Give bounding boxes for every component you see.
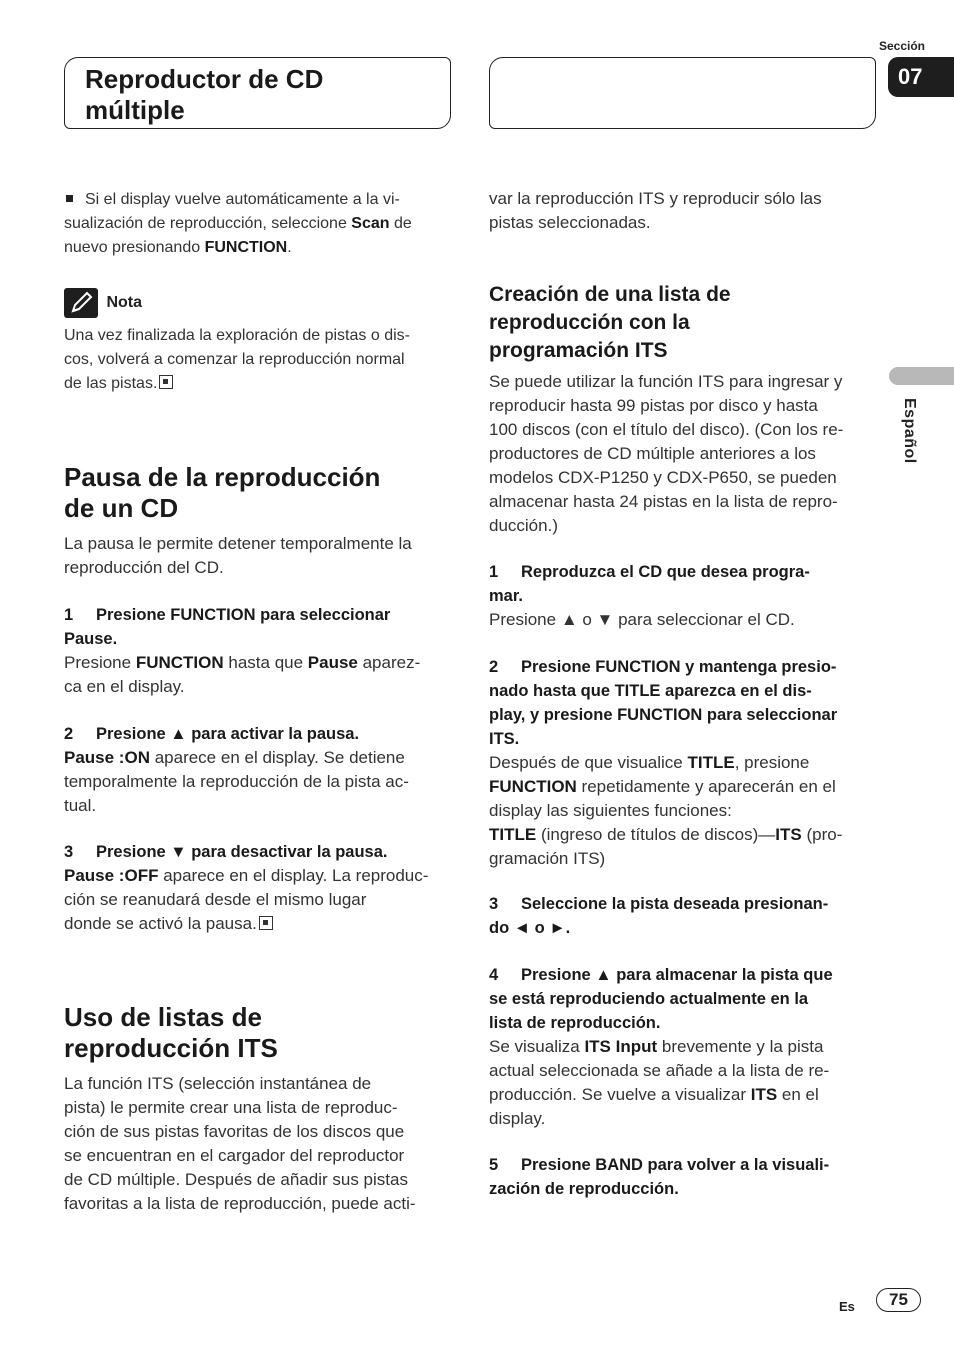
its-step-3: 3 Seleccione la pista deseada presionan- do ◄ o ►. — [489, 895, 829, 937]
end-mark-icon — [259, 916, 273, 930]
its-step-2: 2 Presione FUNCTION y mantenga presio- nado hasta que TITLE aparezca en el dis- play, y presione FUNCTION para seleccionar ITS. Después de que visualice TITLE, presione FUNCTION repetidamente y aparecerán en el display las siguientes funciones: TITLE (ingreso de títulos de discos)—ITS (pro- gramación ITS) — [489, 658, 843, 868]
bullet-icon — [66, 195, 73, 202]
language-code: Es — [839, 1299, 855, 1314]
heading-pause: Pausa de la reproducción de un CD — [64, 462, 381, 523]
language-tab — [889, 367, 954, 385]
pause-step-1: 1 Presione FUNCTION para seleccionar Pause. Presione FUNCTION hasta que Pause aparez- ca en el display. — [64, 606, 421, 696]
section-number-tab: 07 — [888, 57, 954, 97]
pause-step-2: 2 Presione ▲ para activar la pausa. Pause :ON aparece en el display. Se detiene temporalmente la reproducción de la pista ac- tual. — [64, 725, 409, 815]
header-empty-box — [489, 57, 876, 129]
note-header — [64, 288, 454, 318]
note-title: Nota — [106, 294, 143, 311]
pencil-icon — [64, 288, 98, 318]
section-title-box — [64, 57, 451, 129]
note-text: Una vez finalizada la exploración de pistas o dis- cos, volverá a comenzar la reproducción normal de las pistas. — [64, 327, 410, 392]
pause-intro: La pausa le permite detener temporalmente la reproducción del CD. — [64, 534, 412, 577]
its-intro: La función ITS (selección instantánea de pista) le permite crear una lista de reproduc- ción de sus pistas favoritas de los discos que se encuentran en el cargador del reproductor de CD múltiple. Después de añadir sus pistas favoritas a la lista de reproducción, puede acti- — [64, 1074, 416, 1213]
bullet-note: Si el display vuelve automáticamente a la vi- sualización de reproducción, seleccione Scan de nuevo presionando FUNCTION. — [64, 191, 412, 256]
page-number: 75 — [876, 1288, 921, 1312]
pause-step-3: 3 Presione ▼ para desactivar la pausa. Pause :OFF aparece en el display. La reproduc- ción se reanudará desde el mismo lugar donde se activó la pausa. — [64, 843, 429, 933]
section-title: Reproductor de CD múltiple — [85, 64, 324, 125]
heading-its: Uso de listas de reproducción ITS — [64, 1002, 278, 1063]
its-programming-intro: Se puede utilizar la función ITS para ingresar y reproducir hasta 99 pistas por disco y hasta 100 discos (con el título del disco). (Con los re- productores de CD múltiple anteriores a los modelos CDX-P1250 y CDX-P650, se pueden almacenar hasta 24 pistas en la lista de repro- ducción.) — [489, 372, 844, 535]
language-label: Español — [901, 398, 918, 464]
its-step-4: 4 Presione ▲ para almacenar la pista que se está reproduciendo actualmente en la lista de reproducción. Se visualiza ITS Input brevemente y la pista actual seleccionada se añade a la lista de re- producción. Se vuelve a visualizar ITS en el display. — [489, 966, 833, 1128]
end-mark-icon — [159, 375, 173, 389]
its-step-1: 1 Reproduzca el CD que desea progra- mar. Presione ▲ o ▼ para seleccionar el CD. — [489, 563, 810, 629]
its-intro-continued: var la reproducción ITS y reproducir sólo las pistas seleccionadas. — [489, 189, 822, 232]
heading-its-programming: Creación de una lista de reproducción con la programación ITS — [489, 283, 731, 362]
section-label: Sección — [878, 39, 926, 53]
its-step-5: 5 Presione BAND para volver a la visuali- zación de reproducción. — [489, 1156, 830, 1198]
